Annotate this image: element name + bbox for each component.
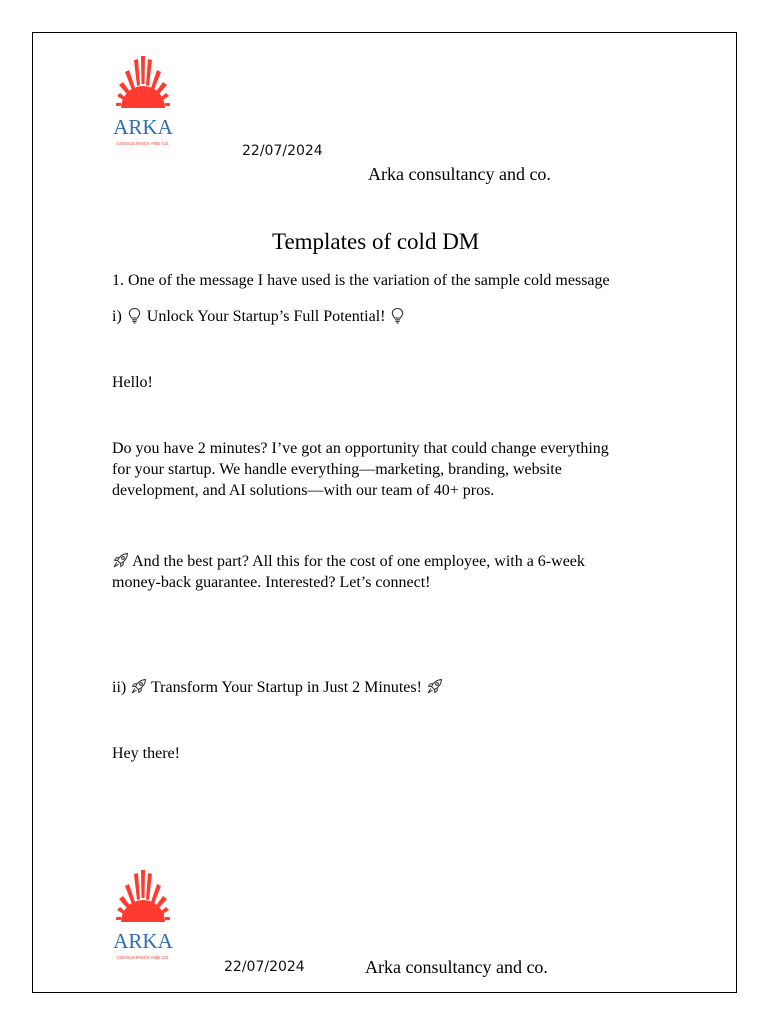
- rocket-icon: [130, 678, 147, 695]
- paragraph-1-line-1: Do you have 2 minutes? I’ve got an opportunity that could change everything: [112, 440, 609, 457]
- paragraph-1-line-2: for your startup. We handle everything—marketing, branding, website: [112, 461, 562, 478]
- rocket-icon: [426, 678, 443, 695]
- paragraph-1: [112, 438, 609, 501]
- paragraph-1-line-3: development, and AI solutions—with our team of 40+ pros.: [112, 482, 495, 499]
- list-item-1: 1. One of the message I have used is the variation of the sample cold message: [112, 272, 610, 289]
- footer-date: 22/07/2024: [224, 959, 305, 975]
- arka-logo: [107, 52, 179, 152]
- template-i-heading: [112, 306, 406, 327]
- footer-arka-logo: [107, 866, 179, 966]
- lightbulb-icon: [389, 307, 406, 324]
- template-ii-heading: [112, 677, 443, 698]
- svg-text:CONSULTANCY AND CO.: CONSULTANCY AND CO.: [116, 141, 170, 146]
- template-i-prefix: i): [112, 308, 122, 325]
- paragraph-2-line-2: money-back guarantee. Interested? Let’s connect!: [112, 574, 431, 591]
- template-i-title: Unlock Your Startup’s Full Potential!: [146, 308, 386, 325]
- lightbulb-icon: [126, 307, 143, 324]
- svg-text:ARKA: ARKA: [113, 115, 173, 139]
- greeting-hello: Hello!: [112, 374, 153, 391]
- greeting-hey-there: Hey there!: [112, 745, 180, 762]
- template-ii-title: Transform Your Startup in Just 2 Minutes!: [150, 679, 422, 696]
- document-title: Templates of cold DM: [272, 229, 480, 254]
- paragraph-2: [112, 551, 585, 593]
- footer-company-name: Arka consultancy and co.: [365, 957, 548, 977]
- template-ii-prefix: ii): [112, 679, 127, 696]
- rocket-icon: [112, 552, 129, 569]
- header-date: 22/07/2024: [242, 143, 323, 159]
- header-company-name: Arka consultancy and co.: [368, 164, 551, 184]
- svg-text:ARKA: ARKA: [113, 929, 173, 953]
- svg-text:CONSULTANCY AND CO.: CONSULTANCY AND CO.: [116, 955, 170, 960]
- paragraph-2-line-1: And the best part? All this for the cost of one employee, with a 6-week: [112, 551, 585, 572]
